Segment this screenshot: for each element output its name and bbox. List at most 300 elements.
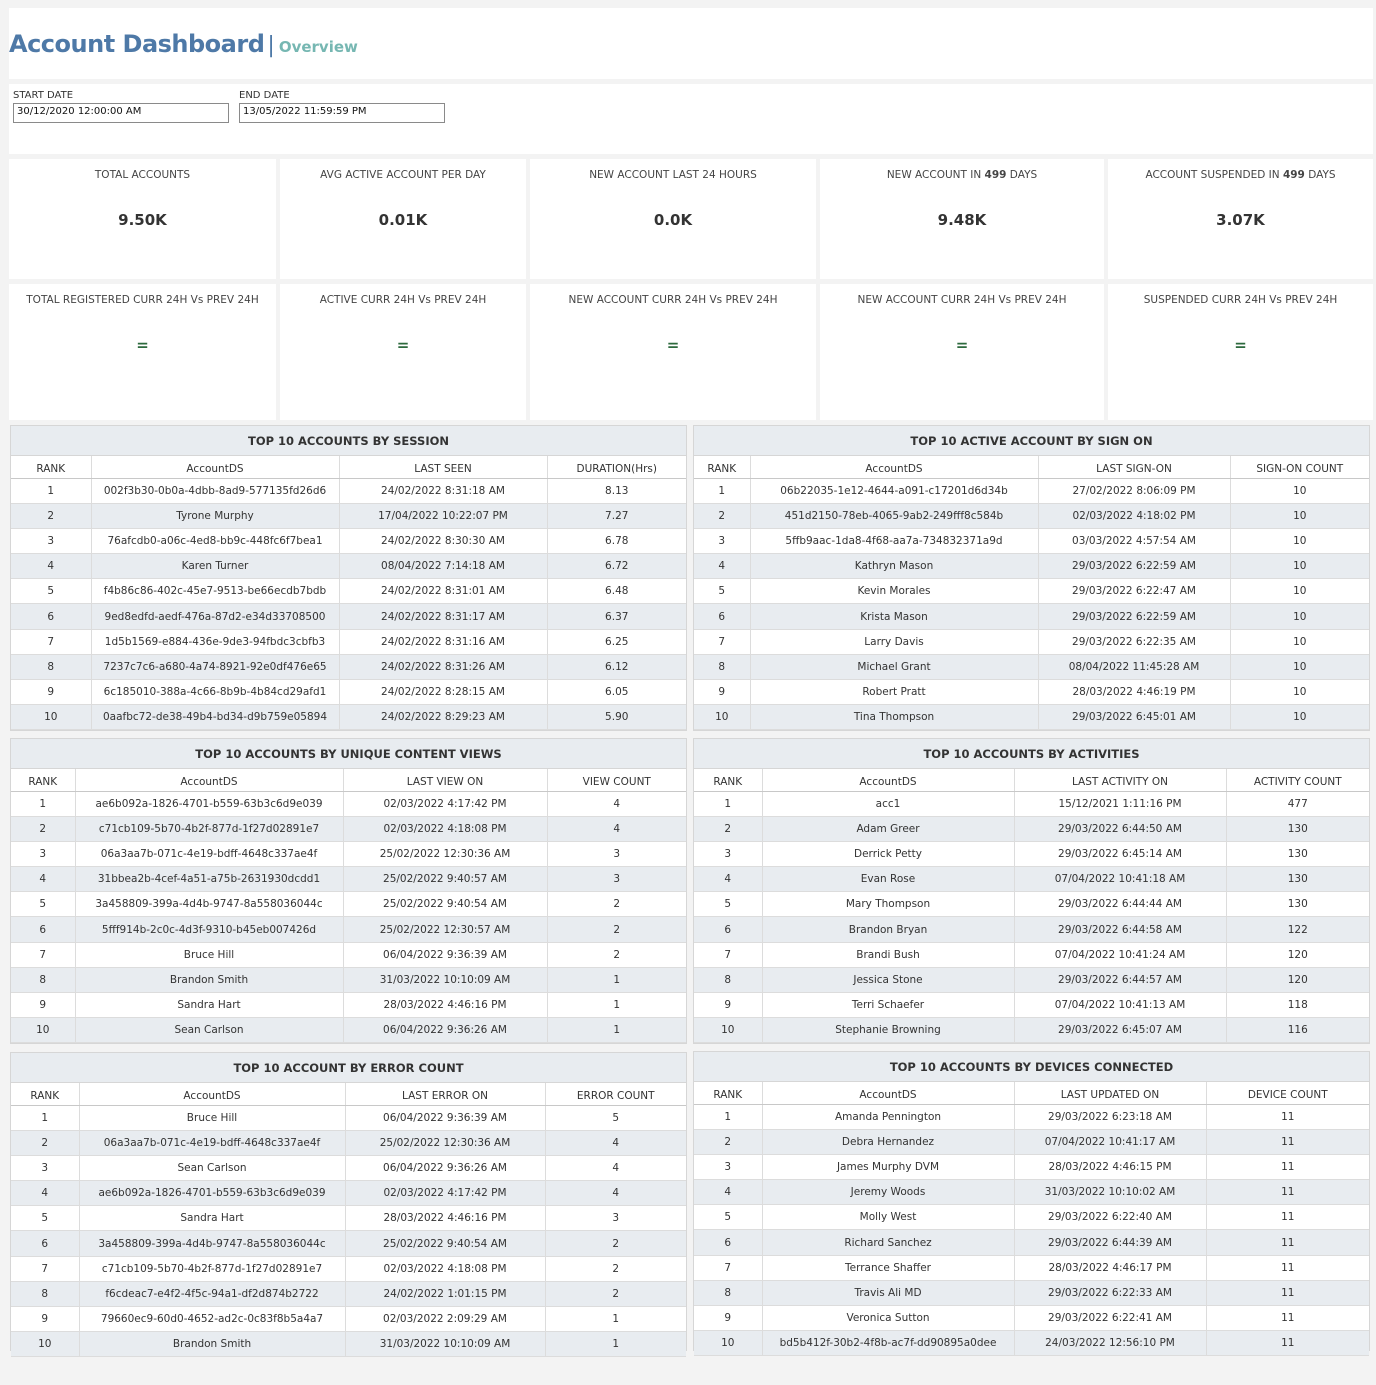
table-row[interactable] (11, 791, 686, 816)
table-row[interactable] (694, 1230, 1369, 1255)
kpi-label-suffix: DAYS (1006, 169, 1038, 181)
account-cell: Jessica Stone (762, 967, 1014, 992)
count-cell: 4 (545, 1155, 686, 1180)
table-row[interactable] (11, 1281, 686, 1306)
column-header[interactable]: LAST VIEW ON (343, 769, 547, 791)
rank-cell: 9 (11, 993, 75, 1018)
table-row[interactable] (694, 654, 1369, 679)
count-cell: 6.48 (547, 579, 686, 604)
count-cell: 4 (545, 1181, 686, 1206)
rank-cell: 7 (11, 942, 75, 967)
account-cell: acc1 (762, 791, 1014, 816)
count-cell: 11 (1206, 1104, 1369, 1129)
table-row[interactable] (694, 528, 1369, 553)
count-cell: 11 (1206, 1331, 1369, 1356)
column-header[interactable]: DURATION(Hrs) (547, 456, 686, 478)
rank-cell: 10 (11, 705, 91, 730)
date-cell: 15/12/2021 1:11:16 PM (1014, 791, 1226, 816)
rank-cell: 10 (694, 705, 750, 730)
rank-cell: 5 (11, 579, 91, 604)
table-row[interactable] (694, 503, 1369, 528)
column-header[interactable]: AccountDS (91, 456, 339, 478)
rank-cell: 9 (694, 993, 762, 1018)
account-cell: Brandon Smith (75, 967, 343, 992)
date-cell: 25/02/2022 12:30:36 AM (343, 841, 547, 866)
account-cell: 79660ec9-60d0-4652-ad2c-0c83f8b5a4a7 (79, 1307, 345, 1332)
date-cell: 17/04/2022 10:22:07 PM (339, 503, 547, 528)
table-row[interactable] (11, 629, 686, 654)
count-cell: 120 (1226, 967, 1369, 992)
table-row[interactable] (694, 1104, 1369, 1129)
column-header[interactable]: ERROR COUNT (545, 1083, 686, 1105)
date-cell: 02/03/2022 2:09:29 AM (345, 1307, 545, 1332)
date-cell: 29/03/2022 6:22:47 AM (1038, 579, 1230, 604)
account-cell: Robert Pratt (750, 680, 1038, 705)
account-cell: Sean Carlson (79, 1155, 345, 1180)
count-cell: 10 (1230, 554, 1369, 579)
count-cell: 122 (1226, 917, 1369, 942)
table-row[interactable] (694, 791, 1369, 816)
account-cell: 5fff914b-2c0c-4d3f-9310-b45eb007426d (75, 917, 343, 942)
rank-cell: 9 (11, 680, 91, 705)
account-cell: Brandon Bryan (762, 917, 1014, 942)
kpi-new-account-compare-2 (820, 284, 1104, 420)
rank-cell: 3 (694, 841, 762, 866)
rank-cell: 8 (694, 654, 750, 679)
date-cell: 28/03/2022 4:46:19 PM (1038, 680, 1230, 705)
table-row[interactable] (694, 1255, 1369, 1280)
column-header[interactable]: VIEW COUNT (547, 769, 686, 791)
start-date-label: START DATE (13, 90, 74, 101)
count-cell: 10 (1230, 478, 1369, 503)
table-row[interactable] (11, 1206, 686, 1231)
kpi-value: 9.48K (937, 211, 987, 229)
data-table (694, 456, 1369, 730)
count-cell: 10 (1230, 503, 1369, 528)
column-header[interactable]: DEVICE COUNT (1206, 1082, 1369, 1104)
account-cell: Kathryn Mason (750, 554, 1038, 579)
account-cell: Sandra Hart (79, 1206, 345, 1231)
table-row[interactable] (694, 1306, 1369, 1331)
date-cell: 29/03/2022 6:22:41 AM (1014, 1306, 1206, 1331)
kpi-active-compare (280, 284, 526, 420)
account-cell: Terrance Shaffer (762, 1255, 1014, 1280)
account-cell: 451d2150-78eb-4065-9ab2-249fff8c584b (750, 503, 1038, 528)
table-row[interactable] (694, 478, 1369, 503)
kpi-value: 0.0K (653, 211, 693, 229)
count-cell: 1 (547, 993, 686, 1018)
date-cell: 08/04/2022 7:14:18 AM (339, 554, 547, 579)
account-cell: ae6b092a-1826-4701-b559-63b3c6d9e039 (79, 1181, 345, 1206)
data-table (11, 456, 686, 730)
table-row[interactable] (11, 528, 686, 553)
date-cell: 28/03/2022 4:46:16 PM (343, 993, 547, 1018)
kpi-label-days: 499 (1282, 169, 1305, 181)
table-row[interactable] (11, 604, 686, 629)
rank-cell: 10 (11, 1018, 75, 1043)
rank-cell: 6 (11, 1231, 79, 1256)
table-row[interactable] (11, 705, 686, 730)
table-row[interactable] (11, 917, 686, 942)
kpi-label-days: 499 (984, 169, 1007, 181)
table-row[interactable] (694, 1331, 1369, 1356)
rank-cell: 3 (694, 528, 750, 553)
table-title: TOP 10 ACTIVE ACCOUNT BY SIGN ON (694, 426, 1369, 456)
rank-cell: 2 (11, 1130, 79, 1155)
account-cell: 06b22035-1e12-4644-a091-c17201d6d34b (750, 478, 1038, 503)
count-cell: 5.90 (547, 705, 686, 730)
count-cell: 1 (545, 1332, 686, 1357)
column-header[interactable]: RANK (11, 1083, 79, 1105)
account-cell: Sean Carlson (75, 1018, 343, 1043)
count-cell: 6.25 (547, 629, 686, 654)
count-cell: 2 (547, 942, 686, 967)
account-cell: Evan Rose (762, 867, 1014, 892)
date-filter-bar (9, 84, 1373, 154)
kpi-label-prefix: NEW ACCOUNT IN (886, 169, 985, 181)
rank-cell: 2 (694, 1129, 762, 1154)
rank-cell: 9 (694, 680, 750, 705)
table-row[interactable] (694, 1280, 1369, 1305)
kpi-total-registered-compare (9, 284, 276, 420)
rank-cell: 5 (11, 1206, 79, 1231)
dashboard-header (9, 8, 1373, 79)
table-header-row (694, 769, 1369, 791)
account-cell: 06a3aa7b-071c-4e19-bdff-4648c337ae4f (75, 841, 343, 866)
kpi-avg-active-per-day (280, 159, 526, 279)
date-cell: 24/03/2022 12:56:10 PM (1014, 1331, 1206, 1356)
table-row[interactable] (11, 1181, 686, 1206)
account-cell: Molly West (762, 1205, 1014, 1230)
count-cell: 130 (1226, 867, 1369, 892)
kpi-compare-value: = (1234, 336, 1247, 354)
count-cell: 477 (1226, 791, 1369, 816)
date-cell: 07/04/2022 10:41:24 AM (1014, 942, 1226, 967)
table-row[interactable] (11, 1256, 686, 1281)
account-cell: Veronica Sutton (762, 1306, 1014, 1331)
account-cell: 3a458809-399a-4d4b-9747-8a558036044c (75, 892, 343, 917)
date-cell: 31/03/2022 10:10:09 AM (343, 967, 547, 992)
table-row[interactable] (11, 993, 686, 1018)
end-date-input[interactable]: 13/05/2022 11:59:59 PM (239, 103, 445, 123)
date-cell: 02/03/2022 4:17:42 PM (343, 791, 547, 816)
account-cell: Travis Ali MD (762, 1280, 1014, 1305)
table-row[interactable] (694, 1205, 1369, 1230)
date-cell: 07/04/2022 10:41:13 AM (1014, 993, 1226, 1018)
table-row[interactable] (11, 579, 686, 604)
table-row[interactable] (11, 680, 686, 705)
date-cell: 28/03/2022 4:46:17 PM (1014, 1255, 1206, 1280)
column-header[interactable]: RANK (11, 769, 75, 791)
date-cell: 24/02/2022 8:31:01 AM (339, 579, 547, 604)
kpi-label: AVG ACTIVE ACCOUNT PER DAY (320, 169, 486, 181)
column-header[interactable]: AccountDS (762, 769, 1014, 791)
table-row[interactable] (11, 654, 686, 679)
table-row[interactable] (694, 867, 1369, 892)
date-cell: 24/02/2022 8:28:15 AM (339, 680, 547, 705)
rank-cell: 8 (694, 1280, 762, 1305)
date-cell: 25/02/2022 12:30:57 AM (343, 917, 547, 942)
count-cell: 2 (545, 1281, 686, 1306)
table-panel-devices (693, 1051, 1370, 1351)
table-panel-session (10, 425, 687, 731)
table-row[interactable] (11, 867, 686, 892)
table-row[interactable] (694, 892, 1369, 917)
account-cell: Bruce Hill (75, 942, 343, 967)
rank-cell: 7 (694, 942, 762, 967)
kpi-total-accounts (9, 159, 276, 279)
table-row[interactable] (694, 1180, 1369, 1205)
table-row[interactable] (694, 1154, 1369, 1179)
account-cell: Debra Hernandez (762, 1129, 1014, 1154)
table-row[interactable] (694, 841, 1369, 866)
count-cell: 130 (1226, 841, 1369, 866)
rank-cell: 10 (11, 1332, 79, 1357)
kpi-compare-value: = (955, 336, 969, 354)
rank-cell: 9 (11, 1307, 79, 1332)
kpi-label: NEW ACCOUNT CURR 24H Vs PREV 24H (857, 294, 1067, 306)
account-cell: 0aafbc72-de38-49b4-bd34-d9b759e05894 (91, 705, 339, 730)
column-header[interactable]: LAST UPDATED ON (1014, 1082, 1206, 1104)
kpi-label: TOTAL REGISTERED CURR 24H Vs PREV 24H (26, 294, 259, 306)
account-cell: Adam Greer (762, 816, 1014, 841)
rank-cell: 2 (694, 816, 762, 841)
count-cell: 10 (1230, 528, 1369, 553)
date-cell: 07/04/2022 10:41:18 AM (1014, 867, 1226, 892)
rank-cell: 1 (11, 791, 75, 816)
account-cell: 9ed8edfd-aedf-476a-87d2-e34d33708500 (91, 604, 339, 629)
account-cell: Terri Schaefer (762, 993, 1014, 1018)
date-cell: 06/04/2022 9:36:39 AM (345, 1105, 545, 1130)
table-row[interactable] (11, 1130, 686, 1155)
kpi-value: 3.07K (1216, 211, 1265, 229)
rank-cell: 8 (11, 654, 91, 679)
count-cell: 11 (1206, 1255, 1369, 1280)
column-header[interactable]: AccountDS (762, 1082, 1014, 1104)
table-row[interactable] (694, 629, 1369, 654)
rank-cell: 1 (694, 791, 762, 816)
table-row[interactable] (11, 1307, 686, 1332)
table-row[interactable] (694, 942, 1369, 967)
account-cell: c71cb109-5b70-4b2f-877d-1f27d02891e7 (75, 816, 343, 841)
account-cell: f4b86c86-402c-45e7-9513-be66ecdb7bdb (91, 579, 339, 604)
count-cell: 6.72 (547, 554, 686, 579)
column-header[interactable]: LAST SEEN (339, 456, 547, 478)
rank-cell: 2 (694, 503, 750, 528)
rank-cell: 4 (11, 867, 75, 892)
table-row[interactable] (11, 478, 686, 503)
dashboard-subtitle: Overview (278, 38, 358, 56)
column-header[interactable]: AccountDS (79, 1083, 345, 1105)
date-cell: 29/03/2022 6:45:07 AM (1014, 1018, 1226, 1043)
date-cell: 29/03/2022 6:44:44 AM (1014, 892, 1226, 917)
table-row[interactable] (11, 892, 686, 917)
table-panel-content-views (10, 738, 687, 1044)
table-row[interactable] (694, 1018, 1369, 1043)
date-cell: 25/02/2022 9:40:54 AM (343, 892, 547, 917)
account-cell: 76afcdb0-a06c-4ed8-bb9c-448fc6f7bea1 (91, 528, 339, 553)
table-row[interactable] (11, 1018, 686, 1043)
rank-cell: 8 (694, 967, 762, 992)
rank-cell: 3 (11, 841, 75, 866)
kpi-label: NEW ACCOUNT LAST 24 HOURS (589, 169, 757, 181)
account-cell: Brandi Bush (762, 942, 1014, 967)
kpi-label: NEW ACCOUNT CURR 24H Vs PREV 24H (568, 294, 778, 306)
date-cell: 25/02/2022 12:30:36 AM (345, 1130, 545, 1155)
column-header[interactable]: LAST ERROR ON (345, 1083, 545, 1105)
table-row[interactable] (11, 1332, 686, 1357)
account-cell: f6cdeac7-e4f2-4f5c-94a1-df2d874b2722 (79, 1281, 345, 1306)
rank-cell: 1 (11, 478, 91, 503)
date-cell: 07/04/2022 10:41:17 AM (1014, 1129, 1206, 1154)
date-cell: 29/03/2022 6:23:18 AM (1014, 1104, 1206, 1129)
account-cell: 7237c7c6-a680-4a74-8921-92e0df476e65 (91, 654, 339, 679)
table-header-row (694, 456, 1369, 478)
table-row[interactable] (694, 917, 1369, 942)
count-cell: 11 (1206, 1230, 1369, 1255)
count-cell: 2 (547, 892, 686, 917)
account-cell: Mary Thompson (762, 892, 1014, 917)
account-cell: ae6b092a-1826-4701-b559-63b3c6d9e039 (75, 791, 343, 816)
column-header[interactable]: SIGN-ON COUNT (1230, 456, 1369, 478)
table-row[interactable] (11, 1105, 686, 1130)
rank-cell: 10 (694, 1331, 762, 1356)
kpi-suspended-compare (1108, 284, 1373, 420)
account-cell: bd5b412f-30b2-4f8b-ac7f-dd90895a0dee (762, 1331, 1014, 1356)
kpi-compare-value: = (396, 336, 410, 354)
table-row[interactable] (694, 680, 1369, 705)
rank-cell: 3 (694, 1154, 762, 1179)
date-cell: 29/03/2022 6:44:50 AM (1014, 816, 1226, 841)
count-cell: 1 (545, 1307, 686, 1332)
count-cell: 3 (547, 867, 686, 892)
count-cell: 1 (547, 967, 686, 992)
count-cell: 6.12 (547, 654, 686, 679)
date-cell: 02/03/2022 4:17:42 PM (345, 1181, 545, 1206)
count-cell: 10 (1230, 705, 1369, 730)
count-cell: 10 (1230, 579, 1369, 604)
account-cell: Amanda Pennington (762, 1104, 1014, 1129)
account-cell: 31bbea2b-4cef-4a51-a75b-2631930dcdd1 (75, 867, 343, 892)
kpi-label-prefix: ACCOUNT SUSPENDED IN (1145, 169, 1283, 181)
date-cell: 29/03/2022 6:44:39 AM (1014, 1230, 1206, 1255)
rank-cell: 4 (694, 1180, 762, 1205)
account-cell: Kevin Morales (750, 579, 1038, 604)
rank-cell: 7 (694, 629, 750, 654)
rank-cell: 4 (694, 867, 762, 892)
table-row[interactable] (694, 705, 1369, 730)
date-cell: 24/02/2022 8:31:18 AM (339, 478, 547, 503)
column-header[interactable]: LAST ACTIVITY ON (1014, 769, 1226, 791)
account-cell: 3a458809-399a-4d4b-9747-8a558036044c (79, 1231, 345, 1256)
table-row[interactable] (11, 942, 686, 967)
column-header[interactable]: RANK (11, 456, 91, 478)
date-cell: 31/03/2022 10:10:02 AM (1014, 1180, 1206, 1205)
rank-cell: 7 (11, 1256, 79, 1281)
rank-cell: 6 (11, 604, 91, 629)
start-date-input[interactable]: 30/12/2020 12:00:00 AM (13, 103, 229, 123)
column-header[interactable]: RANK (694, 769, 762, 791)
count-cell: 120 (1226, 942, 1369, 967)
table-row[interactable] (11, 1231, 686, 1256)
date-cell: 06/04/2022 9:36:39 AM (343, 942, 547, 967)
table-row[interactable] (694, 993, 1369, 1018)
account-cell: Tina Thompson (750, 705, 1038, 730)
rank-cell: 1 (694, 1104, 762, 1129)
count-cell: 11 (1206, 1180, 1369, 1205)
date-cell: 28/03/2022 4:46:15 PM (1014, 1154, 1206, 1179)
account-cell: 5ffb9aac-1da8-4f68-aa7a-734832371a9d (750, 528, 1038, 553)
rank-cell: 4 (11, 554, 91, 579)
date-cell: 02/03/2022 4:18:08 PM (343, 816, 547, 841)
kpi-value: 0.01K (378, 211, 428, 229)
column-header[interactable]: ACTIVITY COUNT (1226, 769, 1369, 791)
table-row[interactable] (11, 554, 686, 579)
count-cell: 2 (547, 917, 686, 942)
table-row[interactable] (11, 816, 686, 841)
rank-cell: 5 (694, 892, 762, 917)
date-cell: 29/03/2022 6:44:58 AM (1014, 917, 1226, 942)
account-cell: 6c185010-388a-4c66-8b9b-4b84cd29afd1 (91, 680, 339, 705)
rank-cell: 6 (694, 917, 762, 942)
table-row[interactable] (694, 1129, 1369, 1154)
count-cell: 130 (1226, 816, 1369, 841)
column-header[interactable]: RANK (694, 456, 750, 478)
count-cell: 2 (545, 1231, 686, 1256)
date-cell: 02/03/2022 4:18:02 PM (1038, 503, 1230, 528)
date-cell: 06/04/2022 9:36:26 AM (343, 1018, 547, 1043)
date-cell: 27/02/2022 8:06:09 PM (1038, 478, 1230, 503)
account-cell: Sandra Hart (75, 993, 343, 1018)
account-cell: Bruce Hill (79, 1105, 345, 1130)
start-date-filter (13, 90, 229, 123)
rank-cell: 7 (694, 1255, 762, 1280)
date-cell: 29/03/2022 6:22:33 AM (1014, 1280, 1206, 1305)
kpi-label: SUSPENDED CURR 24H Vs PREV 24H (1143, 294, 1338, 306)
table-row[interactable] (694, 579, 1369, 604)
kpi-compare-value: = (666, 336, 680, 354)
table-row[interactable] (11, 967, 686, 992)
table-title: TOP 10 ACCOUNTS BY ACTIVITIES (694, 739, 1369, 769)
column-header[interactable]: AccountDS (750, 456, 1038, 478)
rank-cell: 6 (694, 604, 750, 629)
table-row[interactable] (11, 503, 686, 528)
table-row[interactable] (694, 967, 1369, 992)
count-cell: 6.05 (547, 680, 686, 705)
rank-cell: 8 (11, 967, 75, 992)
table-row[interactable] (11, 1155, 686, 1180)
count-cell: 10 (1230, 654, 1369, 679)
count-cell: 11 (1206, 1205, 1369, 1230)
table-row[interactable] (694, 816, 1369, 841)
column-header[interactable]: LAST SIGN-ON (1038, 456, 1230, 478)
count-cell: 4 (545, 1130, 686, 1155)
kpi-compare-value: = (136, 336, 149, 354)
count-cell: 1 (547, 1018, 686, 1043)
account-cell: Michael Grant (750, 654, 1038, 679)
date-cell: 29/03/2022 6:44:57 AM (1014, 967, 1226, 992)
date-cell: 29/03/2022 6:22:35 AM (1038, 629, 1230, 654)
column-header[interactable]: AccountDS (75, 769, 343, 791)
date-cell: 28/03/2022 4:46:16 PM (345, 1206, 545, 1231)
count-cell: 11 (1206, 1129, 1369, 1154)
column-header[interactable]: RANK (694, 1082, 762, 1104)
table-row[interactable] (11, 841, 686, 866)
table-row[interactable] (694, 604, 1369, 629)
count-cell: 2 (545, 1256, 686, 1281)
table-panel-sign-on (693, 425, 1370, 731)
table-row[interactable] (694, 554, 1369, 579)
